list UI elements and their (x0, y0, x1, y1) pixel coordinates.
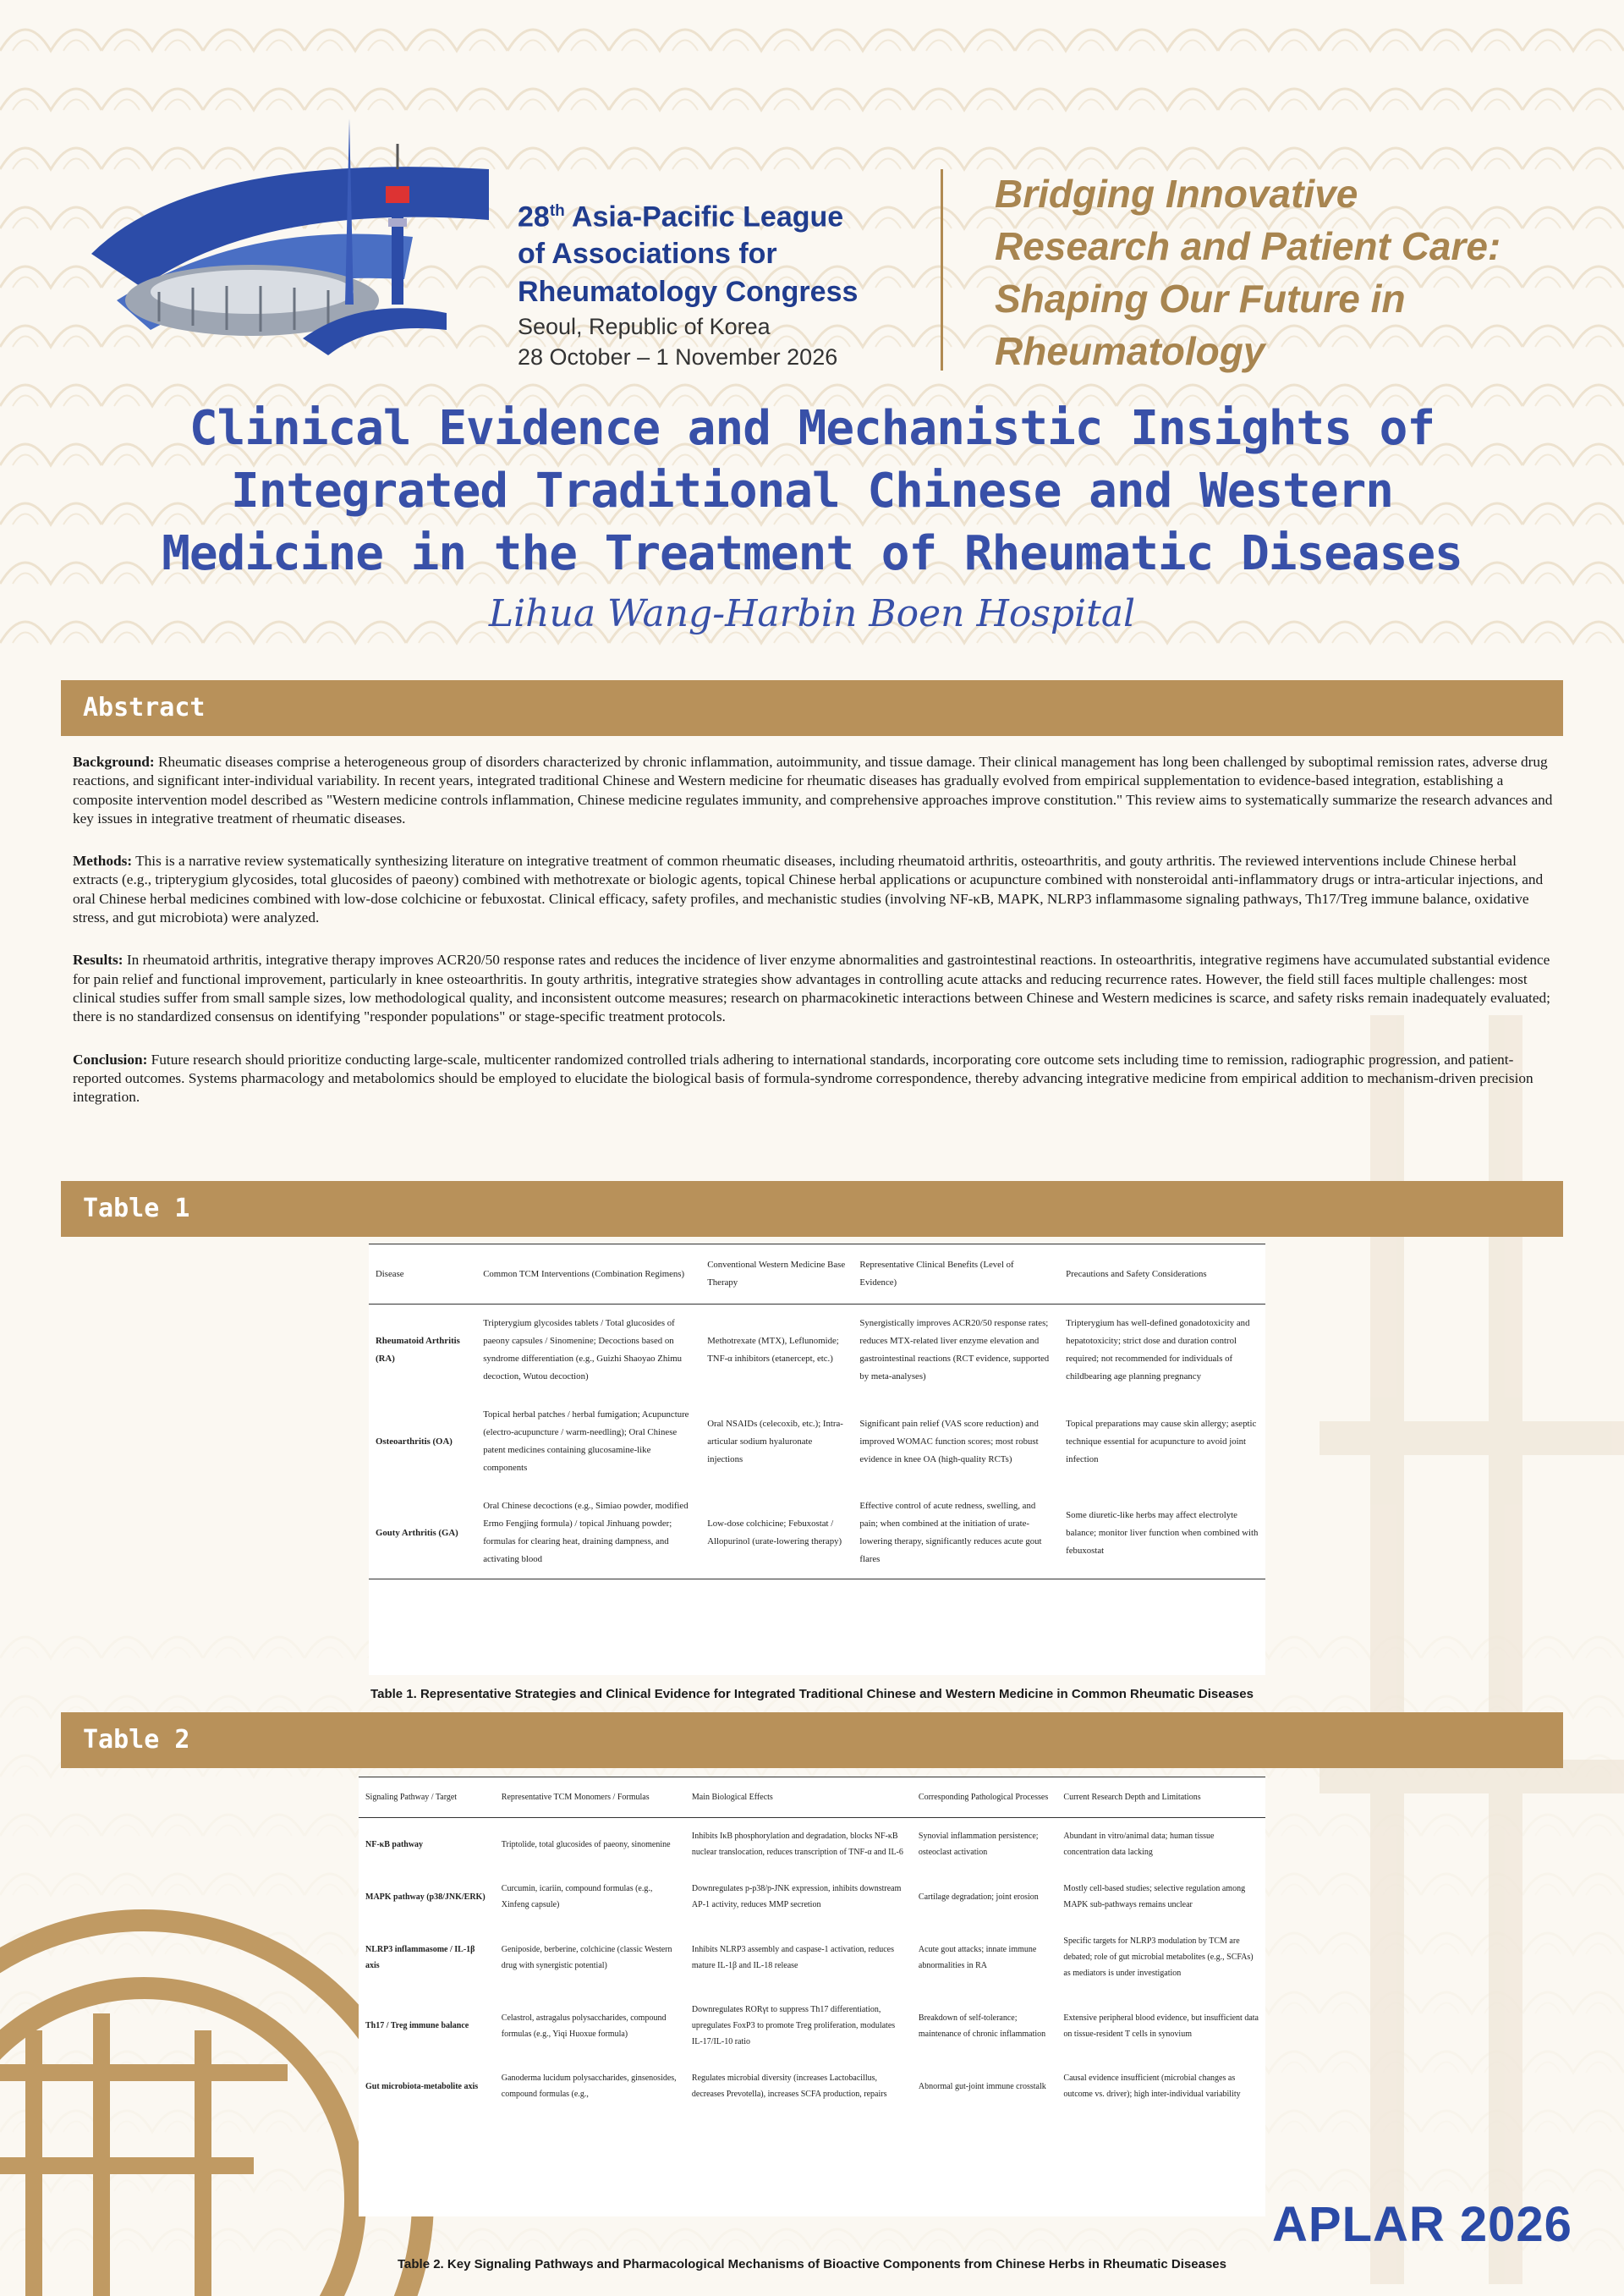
table1-header: Conventional Western Medicine Base Therapy (700, 1244, 853, 1305)
table1-header: Precautions and Safety Considerations (1059, 1244, 1265, 1305)
table-cell: Triptolide, total glucosides of paeony, sinomenine (501, 1839, 671, 1849)
section-header-abstract: Abstract (61, 680, 1563, 736)
table-row (369, 1396, 1265, 1487)
table2-header: Signaling Pathway / Target (359, 1777, 495, 1818)
section-header-table2: Table 2 (61, 1712, 1563, 1768)
table-cell: Methotrexate (MTX), Leflunomide; TNF-α inhibitors (etanercept, etc.) (707, 1336, 839, 1364)
table2-header: Current Research Depth and Limitations (1056, 1777, 1265, 1818)
table1-header: Common TCM Interventions (Combination Regimens) (476, 1244, 700, 1305)
table2-header: Representative TCM Monomers / Formulas (495, 1777, 685, 1818)
abstract-body (73, 753, 1561, 1130)
table-row (359, 1991, 1265, 2060)
table2-header: Corresponding Pathological Processes (912, 1777, 1057, 1818)
table-cell: Th17 / Treg immune balance (365, 2021, 469, 2030)
table-cell: Topical preparations may cause skin allergy; aseptic technique essential for acupuncture to avoid joint infection (1066, 1418, 1257, 1464)
table-cell: Breakdown of self-tolerance; maintenance of chronic inflammation (918, 2013, 1046, 2039)
table-cell: Inhibits IκB phosphorylation and degradation, blocks NF-κB nuclear translocation, reduces transcription of TNF-α and IL-6 (691, 1832, 903, 1857)
table-row (359, 2060, 1265, 2112)
table-cell: Downregulates p-p38/p-JNK expression, inhibits downstream AP-1 activity, reduces MMP secretion (691, 1884, 902, 1909)
table2-caption: Table 2. Key Signaling Pathways and Pharmacological Mechanisms of Bioactive Components from Chinese Herbs in Rheumatic Diseases (397, 2257, 1226, 2271)
abstract-background: Background: Rheumatic diseases comprise a heterogeneous group of disorders characterized by chronic inflammation, autoimmunity, and tissue damage. Their clinical management has long been challenged by suboptimal remission rates, adverse drug reactions, and significant inter-individual variability. In recent years, integrated traditional Chinese and Western medicine for rheumatic diseases has gradually evolved from empirical supplementation to evidence-based integration, establishing a composite intervention model described as "Western medicine controls inflammation, Chinese medicine regulates immunity, and comprehensive approaches improve constitution." This review aims to systematically summarize the research advances and key issues in integrative treatment of rheumatic diseases. (73, 754, 1553, 827)
table-cell: Low-dose colchicine; Febuxostat / Allopurinol (urate-lowering therapy) (700, 1487, 853, 1579)
table-cell: Osteoarthritis (OA) (376, 1436, 453, 1447)
congress-dates: 28 October – 1 November 2026 (518, 344, 838, 371)
table-cell: Abnormal gut-joint immune crosstalk (918, 2081, 1046, 2091)
abstract-conclusion: Conclusion: Future research should prioritize conducting large-scale, multicenter randomized controlled trials adhering to international standards, incorporating core outcome sets including time to remission, radiographic progression, and patient-reported outcomes. Systems pharmacology and metabolomics should be employed to elucidate the biological basis of formula-syndrome correspondence, thereby advancing integrative medicine from empirical addition to mechanism-driven precision integration. (73, 1051, 1533, 1106)
table-cell: Tripterygium glycosides tablets / Total glucosides of paeony capsules / Sinomenine; Decoctions based on syndrome differentiation (e.g., Guizhi Shaoyao Zhimu decoction, Wutou decoction) (483, 1318, 683, 1381)
table-cell: Extensive peripheral blood evidence, but insufficient data on tissue-resident T cells in synovium (1063, 2013, 1259, 2039)
table-cell: Celastrol, astragalus polysaccharides, compound formulas (e.g., Yiqi Huoxue formula) (501, 2013, 667, 2039)
poster-title: Clinical Evidence and Mechanistic Insights of Integrated Traditional Chinese and Western Medicine in the Treatment of Rheumatic Diseases (162, 401, 1462, 581)
congress-location: Seoul, Republic of Korea (518, 314, 771, 340)
header-divider (941, 169, 943, 371)
table-cell: Oral NSAIDs (celecoxib, etc.); Intra-articular sodium hyaluronate injections (707, 1418, 843, 1464)
table2-container (359, 1777, 1265, 2216)
table-cell: Significant pain relief (VAS score reduction) and improved WOMAC function scores; most robust evidence in knee OA (high-quality RCTs) (859, 1418, 1039, 1464)
congress-info (518, 193, 915, 372)
table-row (359, 1923, 1265, 1991)
table1-container (369, 1244, 1265, 1675)
table-row (359, 1818, 1265, 1871)
table-cell: Effective control of acute redness, swelling, and pain; when combined at the initiation of urate-lowering therapy, significantly reduces acute gout flares (853, 1487, 1059, 1579)
table-row (359, 1870, 1265, 1923)
table-cell: NF-κB pathway (365, 1839, 424, 1849)
table-cell: Downregulates RORγt to suppress Th17 differentiation, upregulates FoxP3 to promote Treg proliferation, modulates IL-17/IL-10 ratio (691, 2005, 896, 2046)
table-cell: Mostly cell-based studies; selective regulation among MAPK sub-pathways remains unclear (1063, 1884, 1246, 1909)
congress-name-line1: 28th Asia-Pacific League (518, 200, 844, 233)
table-cell: Specific targets for NLRP3 modulation by TCM are debated; role of gut microbial metabolites (e.g., SCFAs) as mediators is under investigation (1063, 1936, 1254, 1978)
table1-caption: Table 1. Representative Strategies and Clinical Evidence for Integrated Traditional Chinese and Western Medicine in Common Rheumatic Diseases (370, 1687, 1254, 1701)
table-cell: Regulates microbial diversity (increases Lactobacillus, decreases Prevotella), increases SCFA production, repairs (691, 2074, 887, 2099)
section-header-table1: Table 1 (61, 1181, 1563, 1237)
table-cell: Cartilage degradation; joint erosion (918, 1892, 1039, 1902)
poster-author: Lihua Wang-Harbin Boen Hospital (488, 592, 1136, 635)
table-cell: Topical herbal patches / herbal fumigation; Acupuncture (electro-acupuncture / warm-needling); Oral Chinese patent medicines containing glucosamine-like components (483, 1409, 689, 1473)
table1 (369, 1244, 1265, 1579)
table-cell: NLRP3 inflammasome / IL-1β axis (365, 1944, 475, 1970)
table-cell: Ganoderma lucidum polysaccharides, ginsenosides, compound formulas (e.g., (501, 2074, 677, 2099)
table-cell: Gut microbiota-metabolite axis (365, 2081, 479, 2091)
table-cell: Tripterygium has well-defined gonadotoxicity and hepatotoxicity; strict dose and duration control required; not recommended for individuals of childbearing age planning pregnancy (1066, 1318, 1250, 1381)
table-cell: Causal evidence insufficient (microbial changes as outcome vs. driver); high inter-individual variability (1063, 2074, 1241, 2099)
table2-header: Main Biological Effects (685, 1777, 912, 1818)
table-row (369, 1487, 1265, 1579)
congress-tagline: Bridging Innovative Research and Patient Care: Shaping Our Future in Rheumatology (995, 172, 1501, 373)
congress-name-line3: Rheumatology Congress (518, 276, 859, 309)
table-cell: Oral Chinese decoctions (e.g., Simiao powder, modified Ermo Fengjing formula) / topical Jinhuang powder; formulas for clearing heat, draining dampness, and activating blood (476, 1487, 700, 1579)
table-cell: Some diuretic-like herbs may affect electrolyte balance; monitor liver function when combined with febuxostat (1059, 1487, 1265, 1579)
congress-name-line2: of Associations for (518, 238, 777, 271)
table2 (359, 1777, 1265, 2112)
table-cell: Gouty Arthritis (GA) (369, 1487, 476, 1579)
table-cell: Acute gout attacks; innate immune abnormalities in RA (918, 1944, 1037, 1970)
table-cell: Inhibits NLRP3 assembly and caspase-1 activation, reduces mature IL-1β and IL-18 release (691, 1944, 895, 1970)
table-cell: Synergistically improves ACR20/50 response rates; reduces MTX-related liver enzyme elevation and gastrointestinal reactions (RCT evidence, supported by meta-analyses) (859, 1318, 1050, 1381)
table-cell: Geniposide, berberine, colchicine (classic Western drug with synergistic potential) (501, 1944, 672, 1970)
congress-logo (91, 118, 489, 364)
table1-header: Disease (369, 1244, 476, 1305)
abstract-methods: Methods: This is a narrative review systematically synthesizing literature on integrative treatment of common rheumatic diseases, including rheumatoid arthritis, osteoarthritis, and gouty arthritis. The reviewed interventions include Chinese herbal extracts (e.g., tripterygium glycosides, total glucosides of paeony) combined with methotrexate or biologic agents, topical Chinese herbal applications or acupuncture combined with nonsteroidal anti-inflammatory drugs or intra-articular injections, and oral Chinese herbal medicines combined with low-dose colchicine or febuxostat. Clinical efficacy, safety profiles, and mechanistic studies (involving NF-κB, MAPK, NLRP3 inflammasome signaling pathways, Th17/Treg immune balance, oxidative stress, and gut microbiota) were analyzed. (73, 853, 1544, 926)
abstract-results: Results: In rheumatoid arthritis, integrative therapy improves ACR20/50 response rates and reduces the incidence of liver enzyme abnormalities and gastrointestinal reactions. In osteoarthritis, integrative regimens have accumulated substantial evidence for pain relief and functional improvement, particularly in knee osteoarthritis. In gouty arthritis, integrative strategies show advantages in controlling acute attacks and reducing recurrence rates. However, the field still faces multiple challenges: most clinical studies suffer from small sample sizes, low methodological quality, and inconsistent outcome measures; research on pharmacokinetic interactions between Chinese and Western medicines is scarce, and safety risks remain inadequately evaluated; there is no standardized consensus on identifying "responder populations" or stage-specific treatment protocols. (73, 952, 1550, 1025)
table-cell: Curcumin, icariin, compound formulas (e.g., Xinfeng capsule) (501, 1884, 653, 1909)
table1-header: Representative Clinical Benefits (Level of Evidence) (853, 1244, 1059, 1305)
table-cell: Abundant in vitro/animal data; human tissue concentration data lacking (1063, 1832, 1215, 1857)
table-cell: MAPK pathway (p38/JNK/ERK) (365, 1892, 486, 1902)
aplar-brand: APLAR 2026 (1272, 2197, 1572, 2252)
table-cell: Synovial inflammation persistence; osteoclast activation (918, 1832, 1039, 1857)
table-cell: Rheumatoid Arthritis (RA) (376, 1336, 460, 1364)
table-row (369, 1305, 1265, 1397)
